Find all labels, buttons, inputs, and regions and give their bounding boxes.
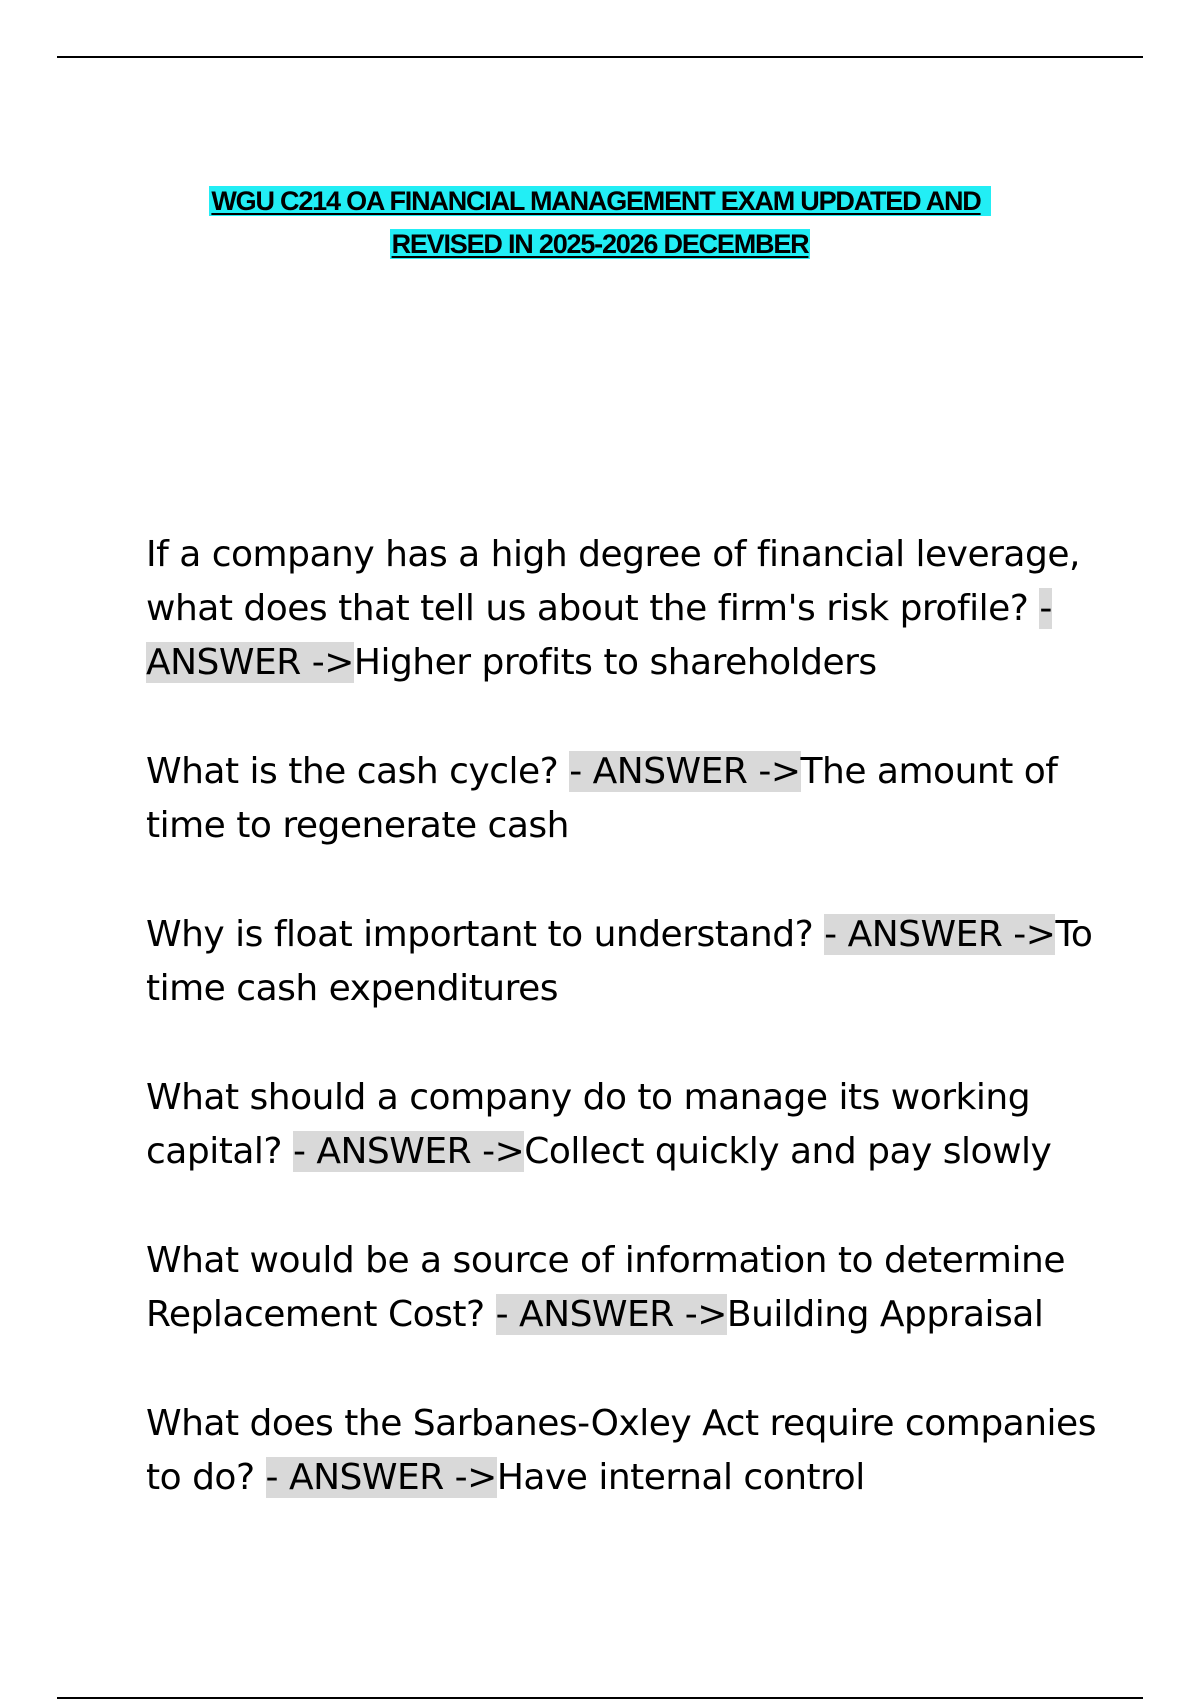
answer-marker: - ANSWER -> [824,914,1056,955]
answer-text: Have internal control [496,1457,865,1498]
qa-item-3 [146,908,1106,1016]
title-line-1 [100,180,1100,223]
answer-marker: - ANSWER -> [569,751,801,792]
answer-text: Higher profits to shareholders [353,642,877,683]
answer-marker: - ANSWER -> [146,588,1052,683]
answer-marker: - ANSWER -> [265,1457,497,1498]
answer-text: To time cash expenditures [146,914,1093,1009]
question-text: What should a company do to manage its working capital? [146,1077,1031,1172]
answer-marker: - ANSWER -> [292,1131,525,1172]
answer-marker: - ANSWER -> [495,1294,727,1335]
document-title [100,180,1100,266]
title-line-2-text: REVISED IN 2025-2026 DECEMBER [391,229,809,259]
qa-list [146,528,1106,1560]
answer-text: Collect quickly and pay slowly [524,1131,1052,1172]
question-text: What would be a source of information to determine Replacement Cost? [146,1240,1065,1335]
title-line-2 [100,223,1100,266]
answer-text: The amount of time to regenerate cash [146,751,1058,846]
question-text: Why is float important to understand? [146,914,825,955]
qa-item-6 [146,1397,1106,1505]
answer-text: Building Appraisal [726,1294,1044,1335]
title-line-1-text: WGU C214 OA FINANCIAL MANAGEMENT EXAM UPDATED AND [209,186,990,216]
qa-item-4 [146,1071,1106,1179]
question-text: What is the cash cycle? [146,751,570,792]
qa-item-2 [146,745,1106,853]
question-text: What does the Sarbanes-Oxley Act require companies to do? [146,1403,1096,1498]
top-rule [57,56,1143,58]
bottom-rule [57,1697,1143,1699]
qa-item-1 [146,528,1106,690]
qa-item-5 [146,1234,1106,1342]
question-text: If a company has a high degree of financial leverage, what does that tell us about the firm's risk profile? [146,534,1080,629]
